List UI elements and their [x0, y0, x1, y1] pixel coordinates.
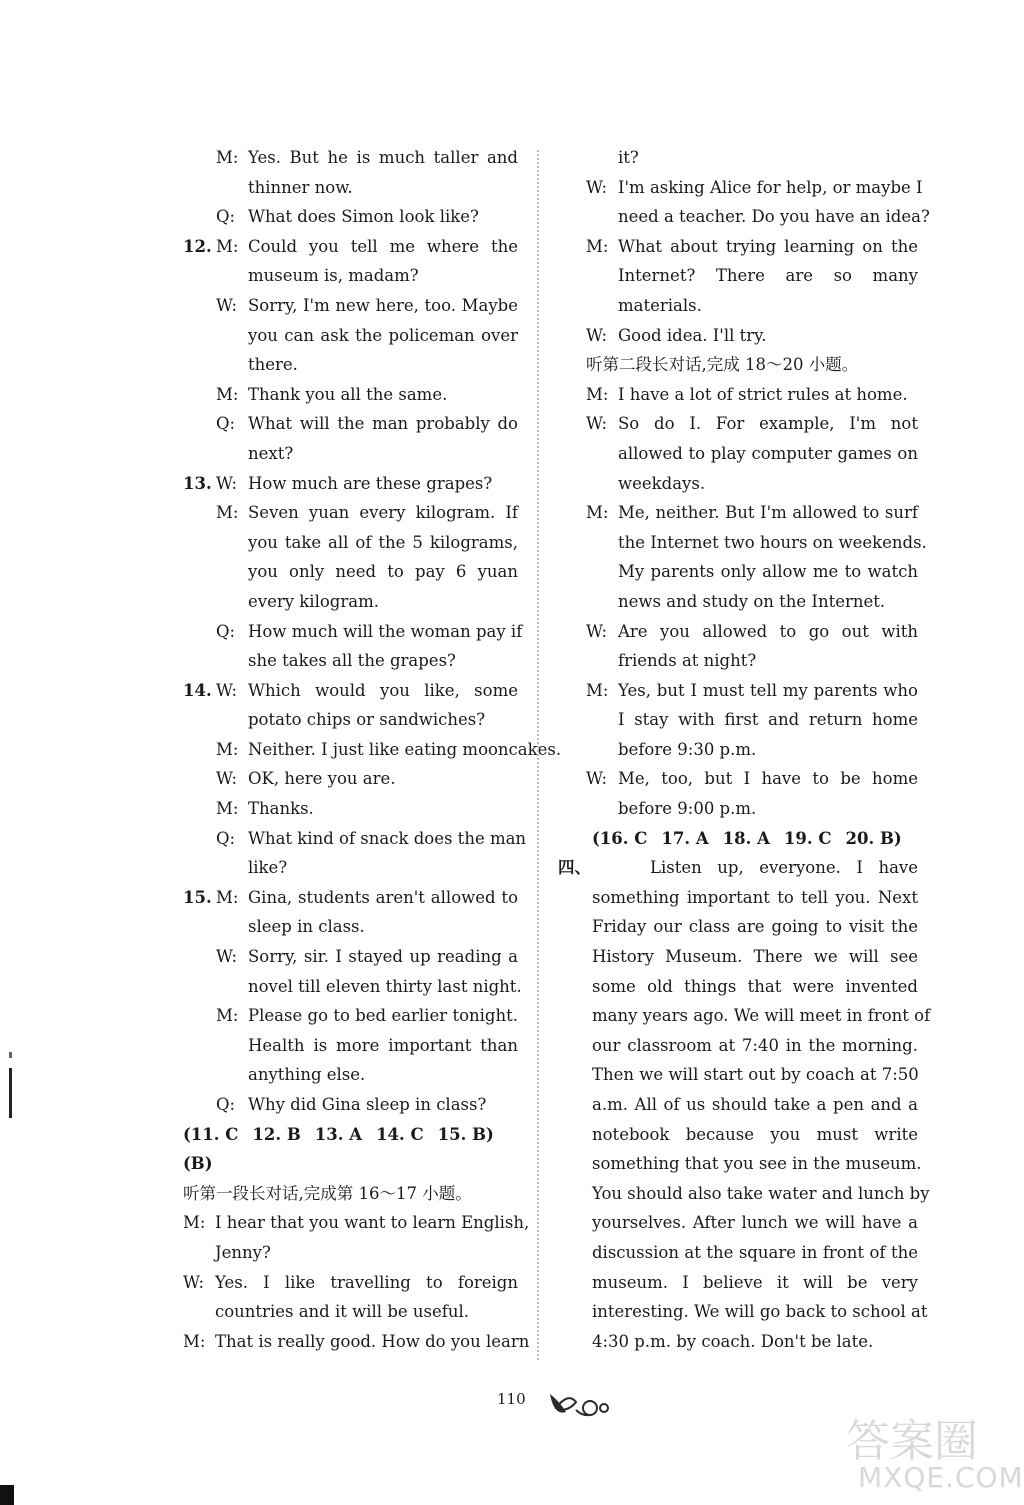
- dialogue-text: Thank you all the same.: [248, 384, 448, 404]
- dialogue-line: [183, 380, 518, 410]
- answer-item: 14. C: [376, 1124, 424, 1144]
- dialogue-line: [556, 232, 918, 262]
- column-divider: [537, 150, 539, 1360]
- answer-item: 18. A: [722, 828, 770, 848]
- speaker-label: W:: [216, 680, 238, 700]
- speaker-label: M:: [216, 887, 239, 907]
- dialogue-line: [183, 409, 518, 439]
- passage-line: [556, 1327, 918, 1357]
- dialogue-text: Why did Gina sleep in class?: [248, 1095, 487, 1114]
- dialogue-text: anything else.: [248, 1065, 366, 1085]
- dialogue-line: [183, 587, 518, 617]
- dialogue-line: [556, 676, 918, 706]
- speaker-label: Q:: [216, 207, 236, 227]
- dialogue-text: I have a lot of strict rules at home.: [618, 384, 908, 404]
- dialogue-line: [556, 439, 918, 469]
- dialogue-line: [183, 646, 518, 676]
- answer-key-row: [183, 1120, 518, 1150]
- dialogue-line: [556, 202, 930, 232]
- dialogue-text: materials.: [618, 295, 702, 315]
- passage-text: discussion at the square in front of the: [592, 1242, 918, 1262]
- speaker-label: Q:: [216, 621, 236, 641]
- dialogue-heading: [556, 350, 918, 380]
- passage-line: [556, 883, 918, 913]
- dialogue-line: [556, 557, 918, 587]
- dialogue-line: [183, 883, 518, 913]
- dialogue-line: [183, 1268, 518, 1298]
- speaker-label: W:: [216, 295, 238, 315]
- dialogue-text: What will the man probably do: [248, 414, 518, 434]
- dialogue-line: [556, 469, 918, 499]
- dialogue-line: [183, 1090, 518, 1120]
- dialogue-text: thinner now.: [248, 177, 353, 197]
- speaker-label: Q:: [216, 1095, 236, 1114]
- dialogue1-heading: 听第一段长对话,完成第 16～17 小题。: [183, 1183, 472, 1203]
- answer-item: 17. A: [661, 828, 709, 848]
- passage-line: [556, 853, 918, 883]
- dialogue-text: I'm asking Alice for help, or maybe I: [618, 177, 923, 197]
- answer-item: 13. A: [314, 1124, 363, 1144]
- dialogue-text: Gina, students aren't allowed to: [248, 887, 518, 907]
- speaker-label: M:: [586, 384, 609, 404]
- dialogue-text: So do I. For example, I'm not: [618, 414, 918, 434]
- section-label: [183, 1149, 518, 1179]
- dialogue-text: before 9:30 p.m.: [618, 739, 757, 759]
- dialogue-line: [556, 498, 918, 528]
- answer-key: [183, 1120, 518, 1150]
- dialogue-line: [183, 1327, 530, 1357]
- answer-item: (11. C: [183, 1124, 239, 1144]
- passage-text: notebook because you must write: [592, 1124, 918, 1144]
- passage-line: [556, 1208, 918, 1238]
- dialogue-line: [556, 587, 918, 617]
- passage-text: something important to tell you. Next: [592, 887, 918, 907]
- question-number: 15.: [183, 887, 212, 907]
- dialogue-text: potato chips or sandwiches?: [248, 710, 486, 730]
- leaf-logo-icon: [546, 1388, 616, 1420]
- passage-line: [556, 1179, 930, 1209]
- dialogue-text: there.: [248, 355, 298, 375]
- dialogue-line: [183, 735, 562, 765]
- watermark-url: MXQE.COM: [858, 1461, 1024, 1494]
- dialogue-text: OK, here you are.: [248, 769, 396, 789]
- dialogue-text: Yes. I like travelling to foreign: [215, 1272, 518, 1292]
- speaker-label: M:: [183, 1331, 206, 1351]
- speaker-label: M:: [586, 236, 609, 256]
- dialogue-text: Sorry, I'm new here, too. Maybe: [248, 295, 518, 315]
- dialogue-text: Health is more important than: [248, 1035, 518, 1055]
- answer-item: 19. C: [783, 828, 832, 848]
- dialogue-text: Me, too, but I have to be home: [618, 769, 918, 789]
- dialogue-line: [556, 528, 927, 558]
- passage-line: [556, 1001, 931, 1031]
- dialogue-text: countries and it will be useful.: [215, 1302, 470, 1322]
- passage-text: interesting. We will go back to school at: [592, 1302, 928, 1322]
- dialogue-line: [183, 498, 518, 528]
- dialogue-text: My parents only allow me to watch: [618, 562, 918, 582]
- dialogue-text: What about trying learning on the: [618, 236, 918, 256]
- page-number: 110: [497, 1390, 526, 1408]
- dialogue-line: [183, 143, 518, 173]
- dialogue-text: friends at night?: [618, 651, 757, 671]
- passage-line: [556, 1238, 918, 1268]
- dialogue-text: Yes, but I must tell my parents who: [618, 680, 918, 700]
- answer-key-row: [556, 824, 918, 854]
- speaker-label: W:: [586, 325, 608, 345]
- passage-line: [556, 1120, 918, 1150]
- dialogue-line: [183, 764, 518, 794]
- dialogue-line: [183, 1297, 518, 1327]
- passage-text: 4:30 p.m. by coach. Don't be late.: [592, 1331, 874, 1351]
- passage-text: museum. I believe it will be very: [592, 1272, 918, 1292]
- passage-line: [556, 1060, 918, 1090]
- dialogue-line: [183, 824, 527, 854]
- dialogue-text: Good idea. I'll try.: [618, 325, 767, 345]
- speaker-label: M:: [586, 503, 609, 523]
- speaker-label: M:: [216, 148, 239, 167]
- dialogue2-heading: 听第二段长对话,完成 18～20 小题。: [586, 355, 859, 375]
- dialogue-text: Neither. I just like eating mooncakes.: [248, 739, 562, 759]
- speaker-label: M:: [586, 680, 609, 700]
- dialogue-text: That is really good. How do you learn: [215, 1331, 530, 1351]
- dialogue-text: What kind of snack does the man: [248, 828, 527, 848]
- answer-key: [592, 824, 918, 854]
- speaker-label: W:: [586, 414, 608, 434]
- dialogue-text: Yes. But he is much taller and: [248, 148, 518, 167]
- dialogue-line: [183, 173, 518, 203]
- speaker-label: M:: [183, 1213, 206, 1233]
- scan-corner-mark: [0, 1485, 14, 1505]
- dialogue-text: How much are these grapes?: [248, 473, 493, 493]
- dialogue-line: [183, 528, 518, 558]
- scan-edge-mark: [9, 1068, 12, 1118]
- speaker-label: W:: [586, 769, 608, 789]
- dialogue-text: Sorry, sir. I stayed up reading a: [248, 947, 518, 967]
- dialogue-text: I hear that you want to learn English,: [215, 1213, 530, 1233]
- dialogue-line: [556, 617, 918, 647]
- dialogue-line: [183, 1208, 530, 1238]
- speaker-label: W:: [216, 769, 238, 789]
- dialogue-text: the Internet two hours on weekends.: [618, 532, 927, 552]
- passage-line: [556, 1031, 918, 1061]
- question-number: 12.: [183, 236, 212, 256]
- passage-text: Listen up, everyone. I have: [650, 858, 918, 878]
- question-number: 13.: [183, 473, 212, 493]
- passage-text: a.m. All of us should take a pen and a: [592, 1095, 918, 1114]
- passage-line: [556, 1149, 922, 1179]
- dialogue-line: [183, 291, 518, 321]
- dialogue-text: it?: [618, 148, 639, 167]
- dialogue-text: Are you allowed to go out with: [618, 621, 918, 641]
- dialogue-line: [556, 380, 918, 410]
- passage-text: some old things that were invented: [592, 976, 918, 996]
- passage-text: many years ago. We will meet in front of: [592, 1006, 931, 1026]
- speaker-label: W:: [586, 621, 608, 641]
- dialogue-line: [556, 143, 918, 173]
- answer-item: (16. C: [592, 828, 648, 848]
- dialogue-text: next?: [248, 443, 294, 463]
- speaker-label: W:: [216, 947, 238, 967]
- dialogue-text: sleep in class.: [248, 917, 365, 937]
- dialogue-line: [183, 469, 518, 499]
- dialogue-text: Jenny?: [215, 1242, 271, 1262]
- dialogue-text: like?: [248, 858, 288, 878]
- dialogue-text: Could you tell me where the: [248, 236, 518, 256]
- dialogue-text: every kilogram.: [248, 591, 379, 611]
- speaker-label: M:: [216, 384, 239, 404]
- dialogue-line: [556, 705, 918, 735]
- dialogue-text: novel till eleven thirty last night.: [248, 976, 522, 996]
- passage-line: [556, 942, 918, 972]
- dialogue-text: Please go to bed earlier tonight.: [248, 1006, 518, 1026]
- dialogue-text: need a teacher. Do you have an idea?: [618, 207, 930, 227]
- dialogue-line: [183, 557, 518, 587]
- dialogue-text: Which would you like, some: [248, 680, 518, 700]
- answer-item: 20. B): [845, 828, 902, 848]
- dialogue-text: news and study on the Internet.: [618, 591, 886, 611]
- right-column: [556, 143, 931, 1356]
- passage-text: Friday our class are going to visit the: [592, 917, 918, 937]
- dialogue-line: [556, 173, 923, 203]
- dialogue-line: [183, 202, 518, 232]
- section-number: 四、: [558, 858, 591, 878]
- dialogue-text: How much will the woman pay if: [248, 621, 523, 641]
- dialogue-line: [183, 853, 518, 883]
- speaker-label: M:: [216, 1006, 239, 1026]
- dialogue-line: [183, 1001, 518, 1031]
- watermark-logo-text: 答案圈: [846, 1416, 978, 1467]
- dialogue-line: [183, 321, 518, 351]
- dialogue-line: [183, 350, 518, 380]
- passage-line: [556, 1297, 928, 1327]
- dialogue-text: before 9:00 p.m.: [618, 799, 757, 819]
- dialogue-line: [183, 439, 518, 469]
- speaker-label: W:: [586, 177, 608, 197]
- speaker-label: M:: [216, 503, 239, 523]
- dialogue-line: [183, 942, 518, 972]
- dialogue-text: Thanks.: [248, 799, 314, 819]
- speaker-label: Q:: [216, 828, 236, 848]
- dialogue-line: [556, 794, 918, 824]
- dialogue-text: you only need to pay 6 yuan: [248, 562, 518, 582]
- dialogue-line: [183, 261, 518, 291]
- left-column: [183, 143, 562, 1356]
- answer-item: 12. B: [252, 1124, 301, 1144]
- speaker-label: Q:: [216, 414, 236, 434]
- dialogue-line: [556, 735, 918, 765]
- passage-text: You should also take water and lunch by: [592, 1183, 930, 1203]
- dialogue-line: [556, 409, 918, 439]
- dialogue-line: [183, 912, 518, 942]
- dialogue-heading: [183, 1179, 518, 1209]
- passage-line: [556, 1090, 918, 1120]
- dialogue-line: [183, 705, 518, 735]
- passage-text: something that you see in the museum.: [592, 1154, 922, 1174]
- dialogue-text: allowed to play computer games on: [618, 443, 918, 463]
- dialogue-line: [183, 676, 518, 706]
- site-watermark: [828, 1395, 1024, 1505]
- dialogue-line: [183, 232, 518, 262]
- dialogue-line: [556, 261, 918, 291]
- dialogue-text: I stay with first and return home: [618, 710, 918, 730]
- dialogue-line: [183, 1031, 518, 1061]
- question-number: 14.: [183, 680, 212, 700]
- dialogue-text: you take all of the 5 kilograms,: [248, 532, 518, 552]
- dialogue-line: [183, 1060, 518, 1090]
- passage-text: History Museum. There we will see: [592, 947, 918, 967]
- passage-text: Then we will start out by coach at 7:50: [592, 1065, 919, 1085]
- speaker-label: M:: [216, 799, 239, 819]
- dialogue-line: [183, 972, 522, 1002]
- passage-text: yourselves. After lunch we will have a: [592, 1213, 918, 1233]
- section-b-label: (B): [183, 1154, 213, 1174]
- dialogue-line: [183, 794, 518, 824]
- dialogue-text: she takes all the grapes?: [248, 651, 456, 671]
- speaker-label: W:: [183, 1272, 205, 1292]
- passage-line: [556, 912, 918, 942]
- scan-edge-mark: [9, 1052, 12, 1058]
- dialogue-line: [556, 764, 918, 794]
- dialogue-line: [183, 617, 523, 647]
- dialogue-text: museum is, madam?: [248, 266, 419, 286]
- passage-line: [556, 972, 918, 1002]
- passage-line: [556, 1268, 918, 1298]
- dialogue-text: What does Simon look like?: [248, 207, 479, 227]
- dialogue-line: [556, 321, 918, 351]
- dialogue-text: Internet? There are so many: [618, 266, 918, 286]
- dialogue-line: [556, 646, 918, 676]
- dialogue-line: [556, 291, 918, 321]
- speaker-label: M:: [216, 236, 239, 256]
- dialogue-text: Me, neither. But I'm allowed to surf: [618, 503, 918, 523]
- answer-item: 15. B): [437, 1124, 494, 1144]
- dialogue-text: weekdays.: [618, 473, 706, 493]
- speaker-label: M:: [216, 739, 239, 759]
- passage-text: our classroom at 7:40 in the morning.: [592, 1035, 918, 1055]
- dialogue-line: [183, 1238, 518, 1268]
- speaker-label: W:: [216, 473, 238, 493]
- dialogue-text: Seven yuan every kilogram. If: [248, 503, 518, 523]
- dialogue-text: you can ask the policeman over: [248, 325, 518, 345]
